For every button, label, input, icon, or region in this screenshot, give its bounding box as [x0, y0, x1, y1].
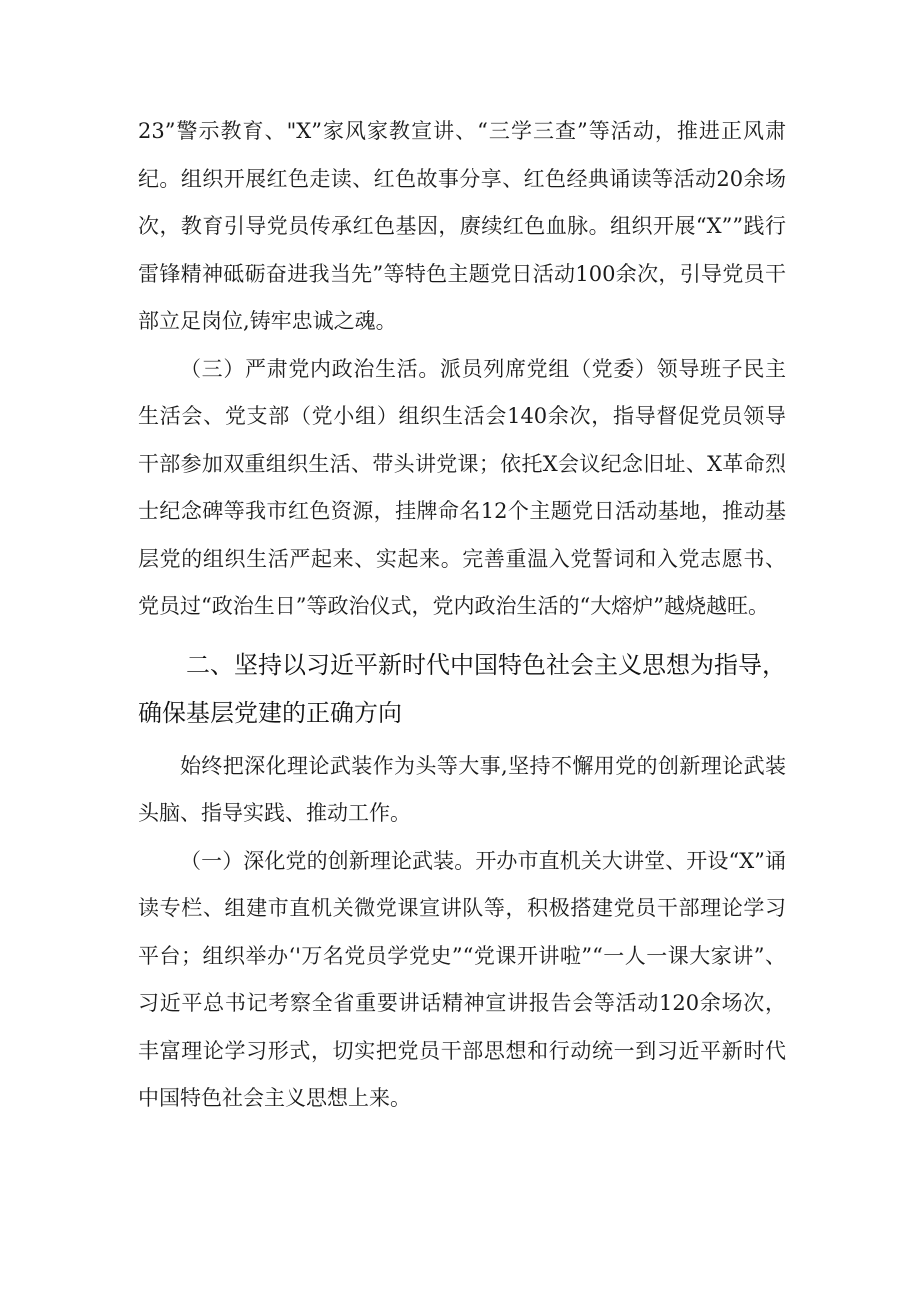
body-paragraph: （一）深化党的创新理论武装。开办市直机关大讲堂、开设“X”诵读专栏、组建市直机关微党课宣讲队等，积极搭建党员干部理论学习平台；组织举办‘'万名党员学党史”“党课开讲啦”“一人一课大家讲”、习近平总书记考察全省重要讲话精神宣讲报告会等活动120余场次，丰富理论学习形式，切实把党员干部思想和行动统一到习近平新时代中国特色社会主义思想上来。 — [138, 848, 786, 1110]
document-body — [138, 108, 786, 1123]
body-paragraph: 23”警示教育、"X”家风家教宣讲、“三学三查”等活动，推进正风肃纪。组织开展红色走读、红色故事分享、红色经典诵读等活动20余场次，教育引导党员传承红色基因，赓续红色血脉。组织开展“X””践行雷锋精神砥砺奋进我当先”等特色主题党日活动100余次，引导党员干部立足岗位,铸牢忠诚之魂。 — [138, 119, 786, 333]
section-heading: 二、坚持以习近平新时代中国特色社会主义思想为指导，确保基层党建的正确方向 — [138, 650, 786, 727]
body-paragraph: 始终把深化理论武装作为头等大事,坚持不懈用党的创新理论武装头脑、指导实践、推动工作。 — [138, 753, 786, 825]
body-paragraph: （三）严肃党内政治生活。派员列席党组（党委）领导班子民主生活会、党支部（党小组）组织生活会140余次，指导督促党员领导干部参加双重组织生活、带头讲党课；依托X会议纪念旧址、X革命烈士纪念碑等我市红色资源，挂牌命名12个主题党日活动基地，推动基层党的组织生活严起来、实起来。完善重温入党誓词和入党志愿书、党员过“政治生日”等政治仪式，党内政治生活的“大熔炉”越烧越旺。 — [138, 356, 786, 618]
